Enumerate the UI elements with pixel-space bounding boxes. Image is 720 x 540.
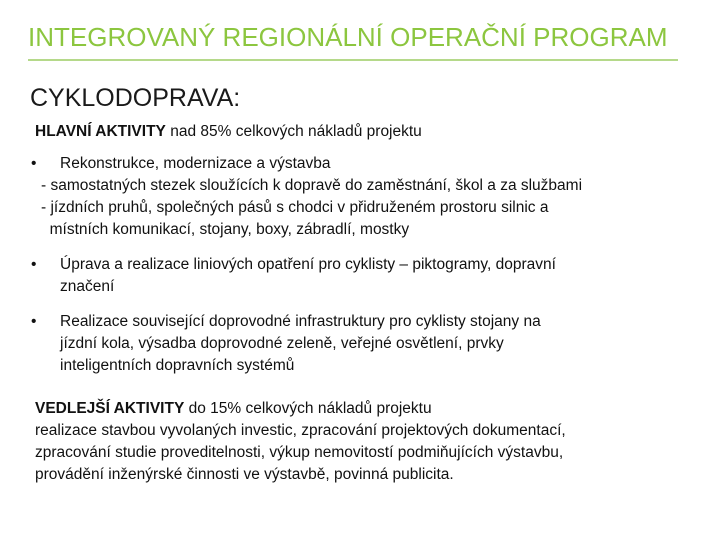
bullet-item-2 xyxy=(31,254,695,298)
bullet-icon: • xyxy=(31,256,37,273)
bullet-item-1 xyxy=(31,153,695,175)
secondary-activities-text: do 15% celkových nákladů projektu xyxy=(184,400,432,417)
bullet-1-sub-line-2: - jízdních pruhů, společných pásů s chodci v přidruženém prostoru silnic a xyxy=(41,199,549,216)
bullet-icon: • xyxy=(31,155,37,172)
section-title: CYKLODOPRAVA: xyxy=(30,84,241,112)
secondary-activities-line xyxy=(35,398,695,420)
bullet-3-line-1: Realizace související doprovodné infrastruktury pro cyklisty stojany na xyxy=(60,313,541,330)
main-activities-text: nad 85% celkových nákladů projektu xyxy=(165,123,422,140)
bullet-2-line-2: značení xyxy=(60,278,115,295)
content-body xyxy=(31,121,695,486)
secondary-line-1: realizace stavbou vyvolaných investic, zpracování projektových dokumentací, xyxy=(35,422,566,439)
bullet-1-sub-line-3: místních komunikací, stojany, boxy, zábradlí, mostky xyxy=(41,221,410,238)
bullet-1-sub-line-1: - samostatných stezek sloužících k dopravě do zaměstnání, škol a za službami xyxy=(41,177,583,194)
bullet-1-line-1: Rekonstrukce, modernizace a výstavba xyxy=(60,155,331,172)
bullet-item-3 xyxy=(31,311,695,377)
bullet-3-line-3: inteligentních dopravních systémů xyxy=(60,357,295,374)
main-activities-line xyxy=(35,121,695,143)
main-activities-label: HLAVNÍ AKTIVITY xyxy=(35,123,166,140)
header-title: INTEGROVANÝ REGIONÁLNÍ OPERAČNÍ PROGRAM xyxy=(28,22,668,52)
secondary-line-3: provádění inženýrské činnosti ve výstavbě, povinná publicita. xyxy=(35,466,454,483)
bullet-2-line-1: Úprava a realizace liniových opatření pro cyklisty – piktogramy, dopravní xyxy=(60,256,556,273)
secondary-line-2: zpracování studie proveditelnosti, výkup nemovitostí podmiňujících výstavbu, xyxy=(35,444,564,461)
secondary-activities-label: VEDLEJŠÍ AKTIVITY xyxy=(35,400,185,417)
bullet-3-line-2: jízdní kola, výsadba doprovodné zeleně, veřejné osvětlení, prvky xyxy=(60,335,504,352)
header-divider xyxy=(28,59,678,61)
bullet-icon: • xyxy=(31,313,37,330)
